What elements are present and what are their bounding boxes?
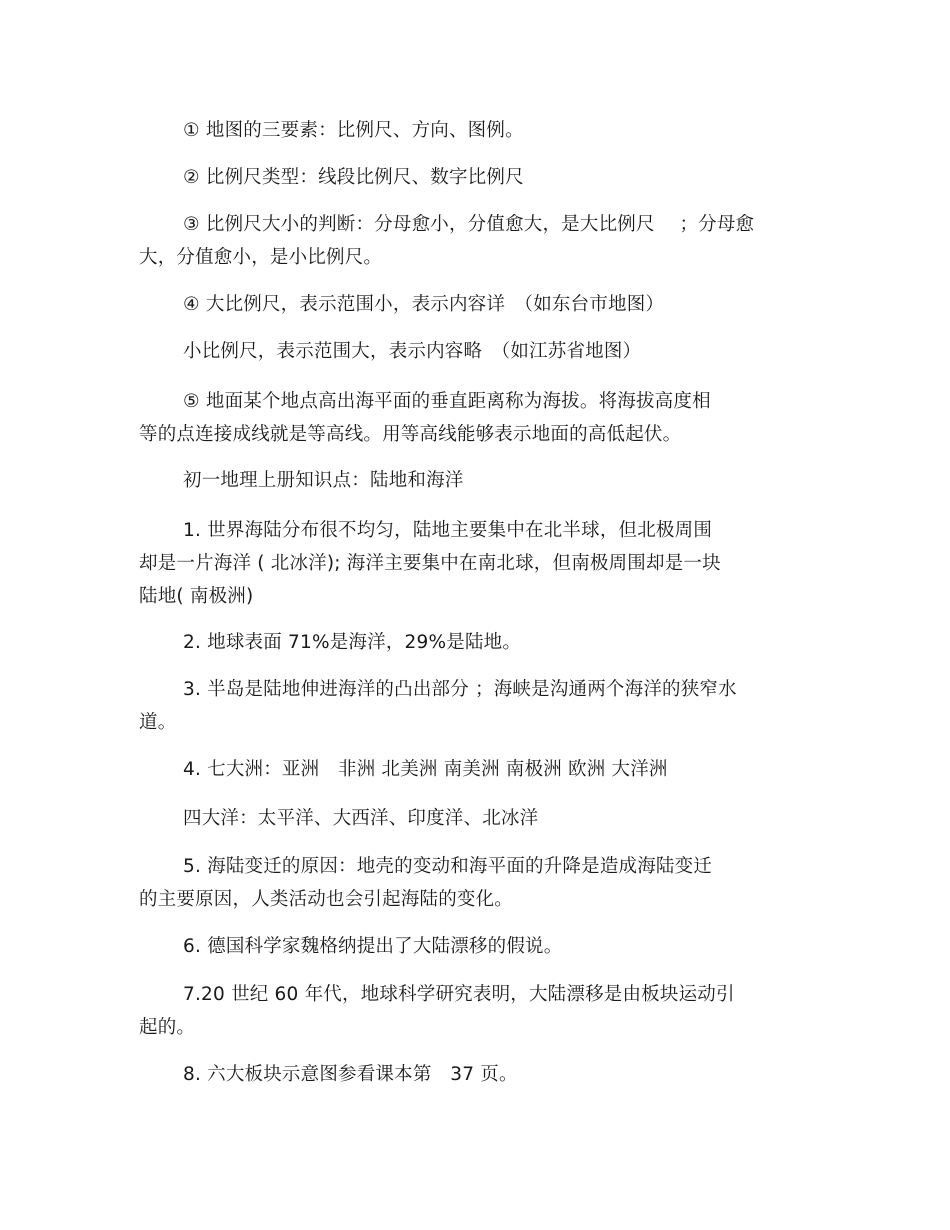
paragraph-land-sea-distribution: 1. 世界海陆分布很不均匀，陆地主要集中在北半球，但北极周围 却是一片海洋 ( 北冰洋); 海洋主要集中在南北球，但南极周围却是一块 陆地( 南极洲) <box>139 520 721 607</box>
paragraph-peninsula-strait: 3. 半岛是陆地伸进海洋的凸出部分 ；海峡是沟通两个海洋的狭窄水 道。 <box>139 679 737 733</box>
paragraph-scale-judgement: ③ 比例尺大小的判断：分母愈小，分值愈大，是大比例尺 ；分母愈 大，分值愈小，是小比例尺。 <box>139 214 755 268</box>
section-heading-land-and-ocean: 初一地理上册知识点：陆地和海洋 <box>183 470 464 491</box>
paragraph-contour-lines: ⑤ 地面某个地点高出海平面的垂直距离称为海拔。将海拔高度相 等的点连接成线就是等高线。用等高线能够表示地面的高低起伏。 <box>139 391 711 445</box>
paragraph-scale-types: ② 比例尺类型：线段比例尺、数字比例尺 <box>183 167 524 188</box>
paragraph-small-scale: 小比例尺，表示范围大，表示内容略 （如江苏省地图） <box>183 341 642 362</box>
paragraph-land-sea-change: 5. 海陆变迁的原因：地壳的变动和海平面的升降是造成海陆变迁 的主要原因，人类活动也会引起海陆的变化。 <box>139 856 713 910</box>
paragraph-surface-ratio: 2. 地球表面 71%是海洋，29%是陆地。 <box>183 632 522 653</box>
paragraph-six-plates: 8. 六大板块示意图参看课本第 37 页。 <box>183 1064 518 1085</box>
paragraph-continental-drift: 6. 德国科学家魏格纳提出了大陆漂移的假说。 <box>183 936 563 957</box>
paragraph-four-oceans: 四大洋：太平洋、大西洋、印度洋、北冰洋 <box>183 808 539 829</box>
paragraph-plate-tectonics: 7.20 世纪 60 年代，地球科学研究表明，大陆漂移是由板块运动引 起的。 <box>139 984 735 1038</box>
paragraph-seven-continents: 4. 七大洲：亚洲 非洲 北美洲 南美洲 南极洲 欧洲 大洋洲 <box>183 759 668 780</box>
paragraph-map-elements: ① 地图的三要素：比例尺、方向、图例。 <box>183 120 524 141</box>
paragraph-large-scale: ④ 大比例尺，表示范围小，表示内容详 （如东台市地图） <box>183 294 665 315</box>
